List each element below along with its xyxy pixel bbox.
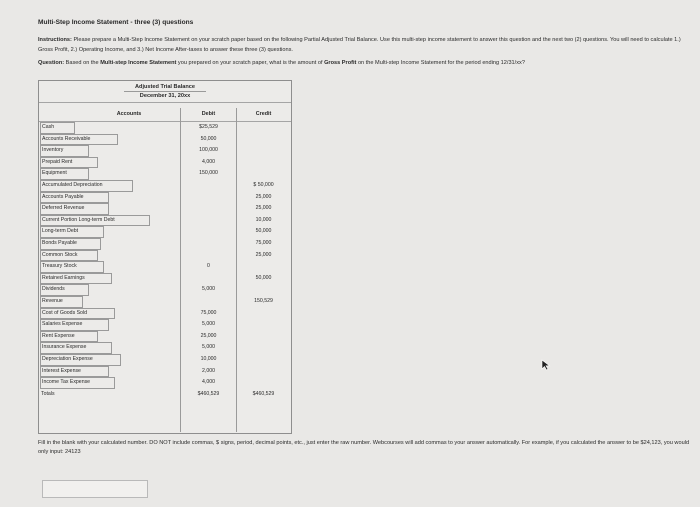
- account-name: Salaries Expense: [40, 319, 109, 331]
- page-title: Multi-Step Income Statement - three (3) questions: [38, 19, 194, 26]
- debit-value: 5,000: [202, 321, 215, 328]
- account-name: Depreciation Expense: [40, 354, 121, 366]
- table-row: [39, 180, 291, 192]
- question-label: Question:: [38, 60, 65, 66]
- debit-value: 4,000: [202, 379, 215, 386]
- trial-balance-title: Adjusted Trial Balance: [135, 84, 195, 90]
- table-row: [39, 192, 291, 204]
- debit-value: 5,000: [202, 344, 215, 351]
- account-name: Income Tax Expense: [40, 377, 115, 389]
- table-row: [39, 284, 291, 296]
- trial-balance-date: December 31, 20xx: [139, 93, 191, 99]
- table-row: [39, 354, 291, 366]
- account-name: Equipment: [40, 168, 89, 180]
- mouse-cursor-icon: [541, 359, 551, 371]
- question-text-middle: you prepared on your scratch paper, what is the amount of: [176, 60, 325, 66]
- account-name: Cost of Goods Sold: [40, 308, 115, 320]
- table-row: [39, 215, 291, 227]
- question-text-after: on the Multi-step Income Statement for the period ending 12/31/xx?: [356, 60, 525, 66]
- credit-value: 25,000: [255, 251, 272, 258]
- credit-value: 50,000: [255, 274, 272, 281]
- instructions-text: Please prepare a Multi-Step Income Statement on your scratch paper based on the following Partial Adjusted Trial Balance. Use this multi-step income statement to answer this question and the next two (2) questions. You will need to calculate 1.) Gross Profit, 2.) Operating Income, and 3.) Net Income After-taxes to answer these three (3) questions.: [38, 37, 681, 53]
- debit-value: 10,000: [200, 356, 217, 362]
- table-row: [39, 238, 291, 250]
- account-name: Prepaid Rent: [40, 157, 98, 169]
- table-row: [39, 145, 291, 157]
- header-credit: Credit: [255, 111, 272, 117]
- debit-value: 50,000: [200, 135, 217, 142]
- debit-value: $460,529: [197, 390, 220, 397]
- table-top-border: [39, 102, 291, 103]
- debit-value: 150,000: [199, 170, 218, 177]
- instructions-label: Instructions:: [38, 37, 72, 43]
- debit-value: 25,000: [200, 332, 217, 339]
- answer-input[interactable]: [42, 480, 148, 498]
- question-text-before: Based on the: [65, 60, 101, 66]
- account-name: Current Portion Long-term Debt: [40, 215, 150, 227]
- table-row: [39, 226, 291, 238]
- credit-value: $ 50,000: [253, 182, 274, 188]
- account-name: Accumulated Depreciation: [40, 180, 133, 192]
- table-row: [39, 203, 291, 215]
- account-name: Revenue: [40, 296, 83, 308]
- table-row: [39, 296, 291, 308]
- table-row: [39, 157, 291, 169]
- credit-value: 75,000: [255, 240, 272, 246]
- account-name: Retained Earnings: [40, 273, 112, 285]
- trial-balance-table: [38, 80, 292, 434]
- account-name: Long-term Debt: [40, 226, 104, 238]
- table-row: [39, 377, 291, 389]
- table-row: [39, 273, 291, 285]
- table-row: [39, 319, 291, 331]
- account-name: Inventory: [40, 145, 89, 157]
- table-row: [39, 250, 291, 262]
- account-name: Dividends: [40, 284, 89, 296]
- credit-value: $460,529: [252, 390, 275, 397]
- account-name: Rent Expense: [40, 331, 98, 343]
- credit-value: 25,000: [255, 193, 272, 200]
- question: [38, 60, 525, 66]
- account-name: Accounts Receivable: [40, 134, 118, 146]
- table-row: [39, 308, 291, 320]
- credit-value: 150,529: [254, 298, 273, 304]
- table-row: [39, 122, 291, 134]
- header-debit: Debit: [201, 111, 216, 117]
- title-underline: [124, 91, 206, 92]
- account-name: Interest Expense: [40, 366, 109, 378]
- header-accounts: Accounts: [116, 111, 142, 117]
- instructions: [38, 36, 690, 55]
- table-row: [39, 389, 291, 401]
- question-bold-term: Gross Profit: [324, 60, 357, 66]
- credit-value: 25,000: [255, 205, 272, 212]
- debit-value: 5,000: [202, 286, 215, 293]
- table-row: [39, 331, 291, 343]
- account-name: Bonds Payable: [40, 238, 101, 250]
- account-name: Common Stock: [40, 250, 98, 262]
- debit-value: 75,000: [200, 309, 217, 316]
- account-name: Cash: [40, 122, 75, 134]
- debit-value: 100,000: [199, 147, 218, 154]
- account-name: Accounts Payable: [40, 192, 109, 204]
- credit-value: 10,000: [255, 216, 272, 223]
- table-row: [39, 261, 291, 273]
- debit-value: $25,529: [199, 124, 218, 130]
- debit-value: 0: [207, 263, 210, 270]
- credit-value: 50,000: [255, 228, 272, 235]
- debit-value: 4,000: [202, 158, 215, 165]
- table-row: [39, 168, 291, 180]
- account-name: Insurance Expense: [40, 342, 112, 354]
- table-row: [39, 366, 291, 378]
- account-name: Deferred Revenue: [40, 203, 109, 215]
- question-bold-phrase: Multi-step Income Statement: [100, 60, 177, 66]
- account-name: Totals: [41, 390, 55, 397]
- fill-instructions: Fill in the blank with your calculated number. DO NOT include commas, $ signs, period, decimal points, etc., just enter the raw number. Webcourses will add commas to your answer automatically. For example, if you calculated the answer to be $24,123, you would only input: 24123: [38, 440, 690, 456]
- table-row: [39, 134, 291, 146]
- account-name: Treasury Stock: [40, 261, 104, 273]
- debit-value: 2,000: [202, 367, 215, 374]
- table-row: [39, 342, 291, 354]
